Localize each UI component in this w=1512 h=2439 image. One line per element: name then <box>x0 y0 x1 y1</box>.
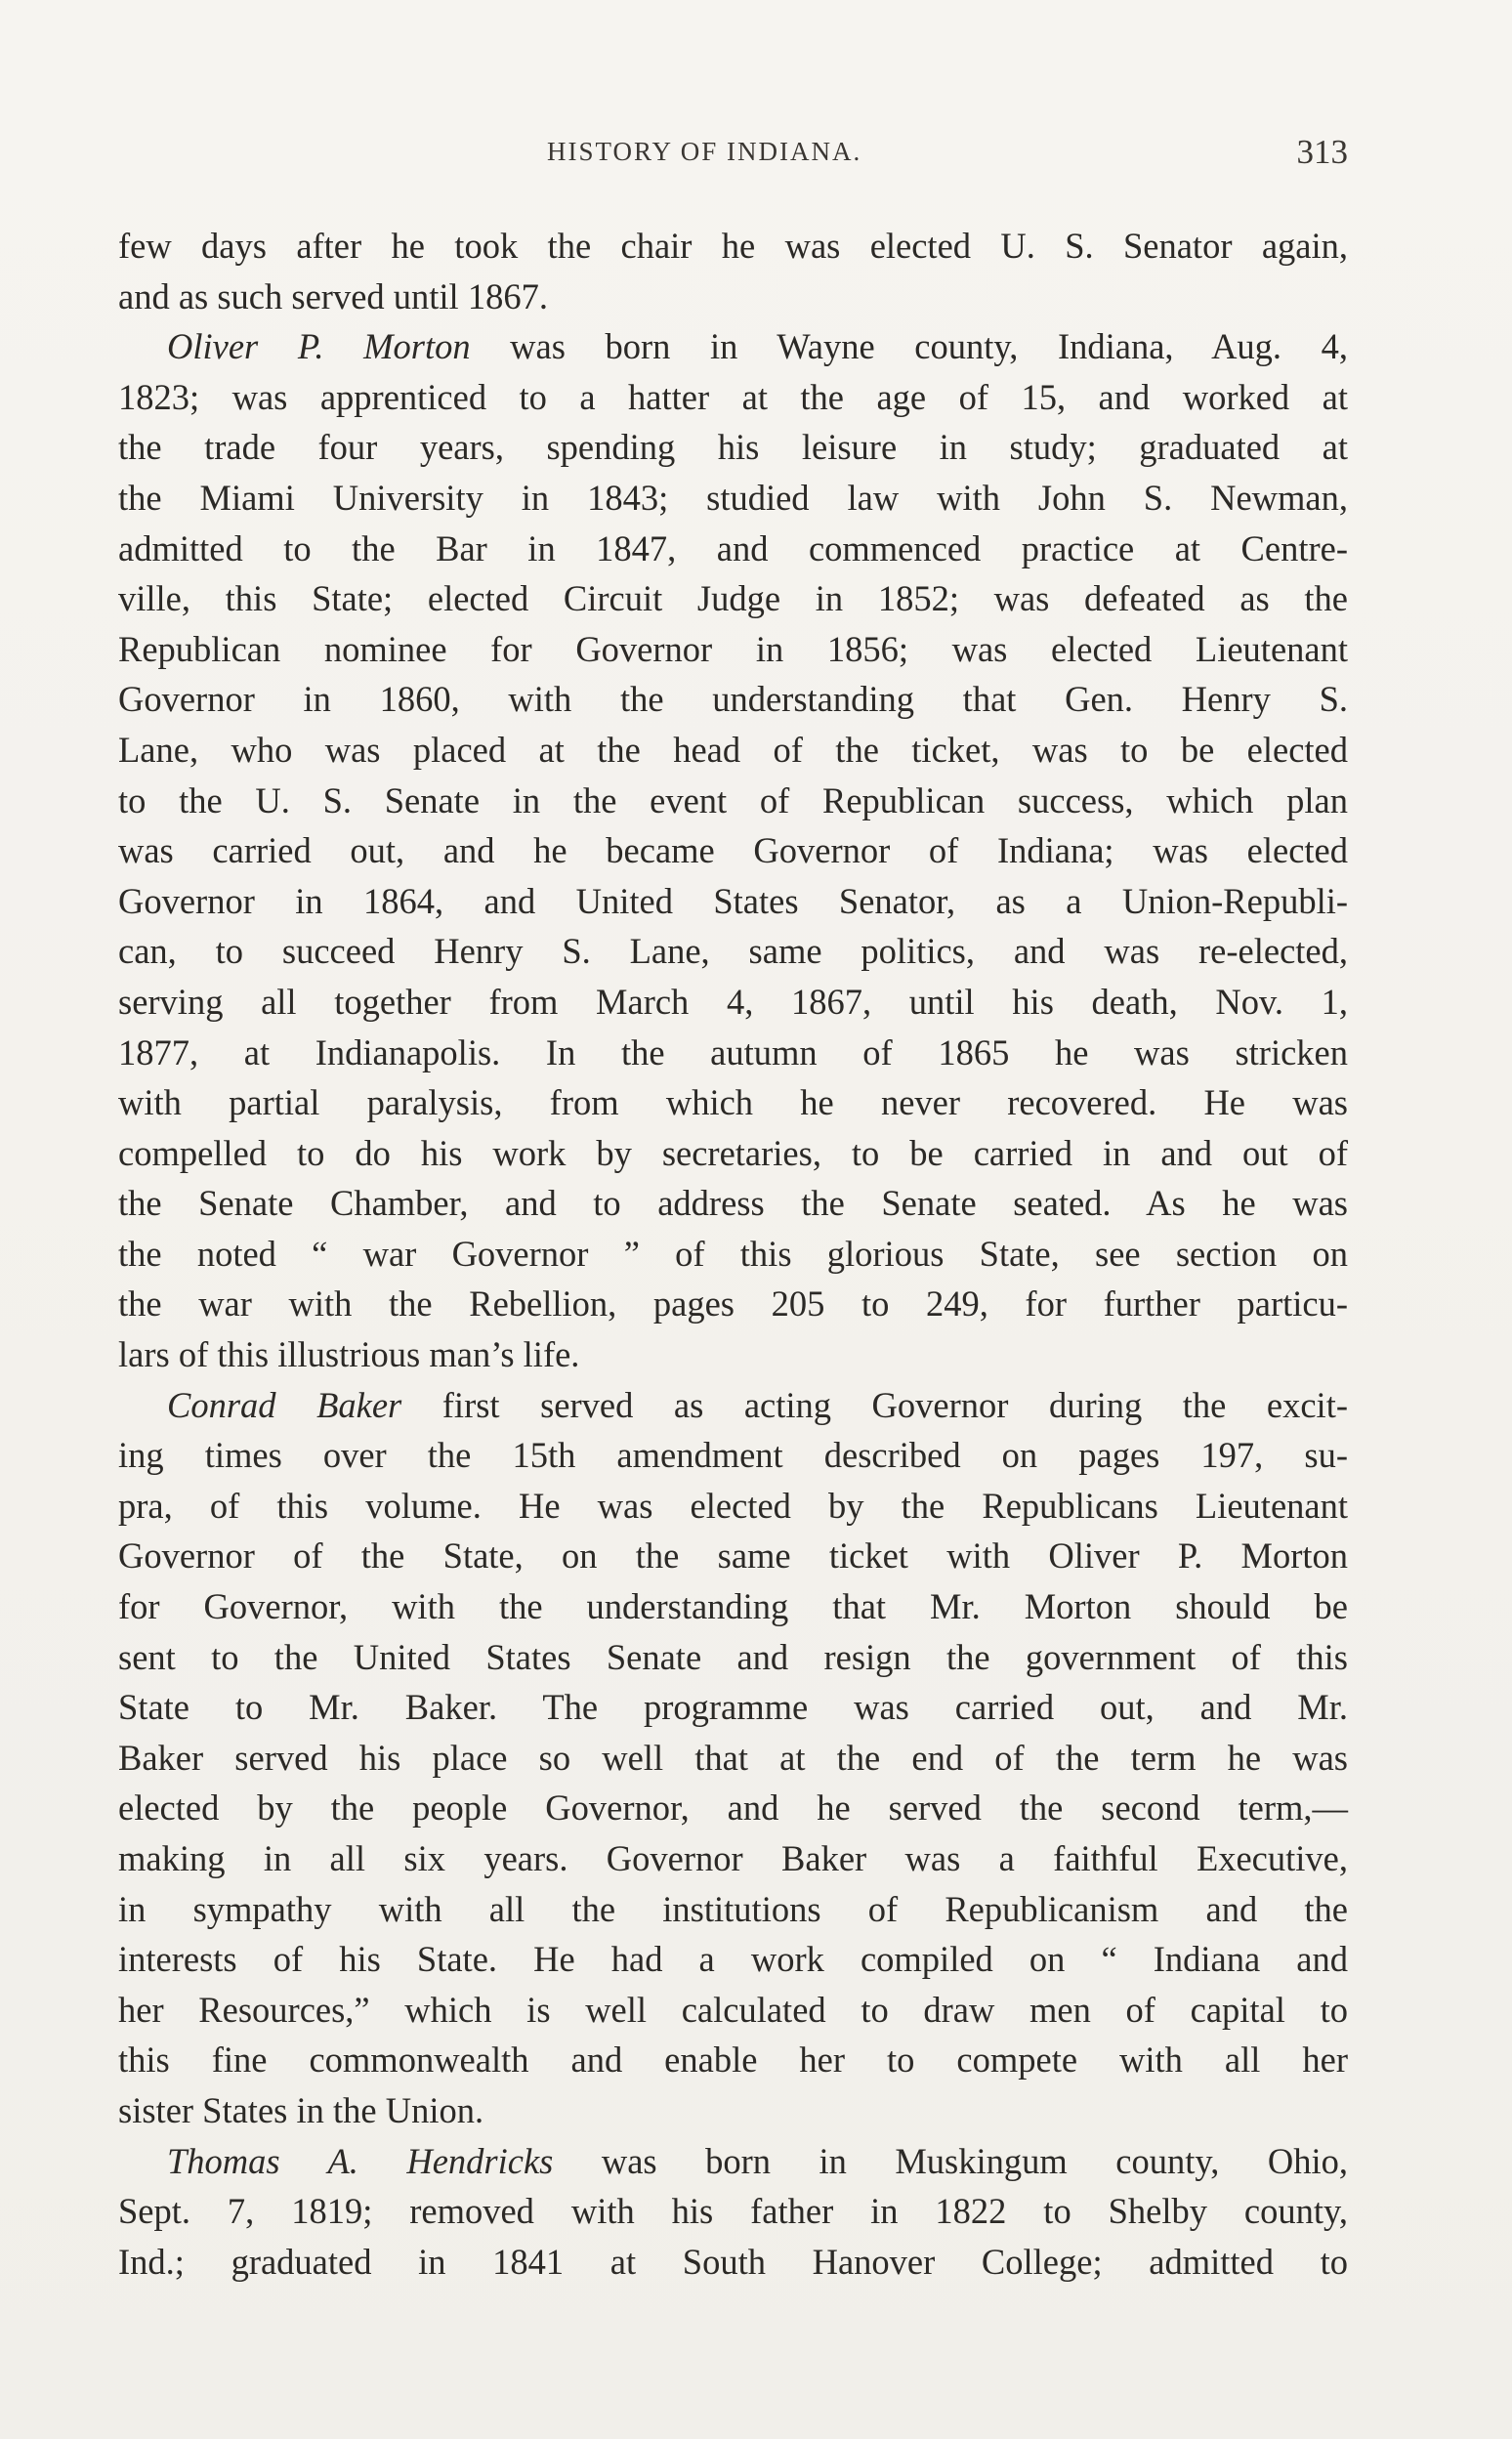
text-line <box>118 2237 1348 2288</box>
text-line <box>118 573 1348 624</box>
text-line <box>118 725 1348 776</box>
line-text: elected by the people Governor, and he served the second term,— <box>118 1787 1348 1829</box>
line-text: 1823; was apprenticed to a hatter at the age of 15, and worked at <box>118 376 1348 417</box>
line-text: Lane, who was placed at the head of the ticket, was to be elected <box>118 729 1348 770</box>
text-line <box>118 1229 1348 1280</box>
line-text: few days after he took the chair he was elected U. S. Senator again, <box>118 226 1348 266</box>
text-line <box>118 1128 1348 1179</box>
line-text: for Governor, with the understanding that Mr. Morton should be <box>118 1586 1348 1627</box>
line-text: making in all six years. Governor Baker was a faithful Executive, <box>118 1838 1348 1878</box>
line-text: lars of this illustrious man’s life. <box>118 1334 580 1375</box>
text-line <box>118 1783 1348 1833</box>
text-line <box>118 1028 1348 1078</box>
text-line <box>118 1581 1348 1632</box>
line-text: to the U. S. Senate in the event of Republican success, which plan <box>118 779 1348 820</box>
text-line <box>118 1178 1348 1229</box>
text-line <box>118 524 1348 574</box>
line-text: and as such served until 1867. <box>118 275 548 316</box>
line-text: sister States in the Union. <box>118 2089 484 2130</box>
text-line <box>118 1329 1348 1380</box>
text-line <box>118 876 1348 927</box>
line-text: pra, of this volume. He was elected by the Republicans Lieutenant <box>118 1485 1348 1526</box>
line-text: was born in Muskingum county, Ohio, <box>553 2140 1348 2181</box>
line-text: admitted to the Bar in 1847, and commenced practice at Centre- <box>118 527 1348 568</box>
line-text: was born in Wayne county, Indiana, Aug. 4, <box>470 326 1349 367</box>
line-text: with partial paralysis, from which he never recovered. He was <box>118 1082 1348 1123</box>
text-line <box>118 825 1348 876</box>
text-line <box>118 1279 1348 1329</box>
text-line <box>118 372 1348 423</box>
line-text: serving all together from March 4, 1867, until his death, Nov. 1, <box>118 981 1348 1022</box>
line-text: Governor of the State, on the same ticket with Oliver P. Morton <box>118 1535 1348 1577</box>
page-header <box>0 133 1512 180</box>
line-text: the war with the Rebellion, pages 205 to 249, for further particu- <box>118 1283 1348 1325</box>
running-title: HISTORY OF INDIANA. <box>547 137 862 166</box>
text-line <box>118 1833 1348 1884</box>
line-text: this fine commonwealth and enable her to compete with all her <box>118 2040 1348 2081</box>
line-text: the Senate Chamber, and to address the Senate seated. As he was <box>118 1183 1348 1224</box>
line-text: the noted “ war Governor ” of this glorious State, see section on <box>118 1233 1348 1274</box>
body-text <box>118 221 1348 2287</box>
line-text: the trade four years, spending his leisure in study; graduated at <box>118 427 1348 468</box>
text-line <box>118 272 1348 322</box>
text-line <box>118 1985 1348 2036</box>
line-text: Republican nominee for Governor in 1856; was elected Lieutenant <box>118 628 1348 669</box>
text-line <box>118 1934 1348 1985</box>
line-text: Governor in 1864, and United States Senator, as a Union-Republi- <box>118 880 1348 921</box>
text-line <box>118 926 1348 977</box>
line-text: 1877, at Indianapolis. In the autumn of 1865 he was stricken <box>118 1031 1348 1072</box>
text-line <box>118 776 1348 826</box>
text-line <box>118 321 1348 372</box>
text-line <box>118 2186 1348 2237</box>
line-text: can, to succeed Henry S. Lane, same politics, and was re-elected, <box>118 931 1348 972</box>
line-text: was carried out, and he became Governor of Indiana; was elected <box>118 830 1348 871</box>
text-line <box>118 1481 1348 1532</box>
line-text: sent to the United States Senate and resign the government of this <box>118 1636 1348 1677</box>
text-line <box>118 1884 1348 1935</box>
text-line <box>118 221 1348 272</box>
line-text: her Resources,” which is well calculated to draw men of capital to <box>118 1989 1348 2030</box>
text-line <box>118 1632 1348 1683</box>
text-line <box>118 674 1348 725</box>
line-text: compelled to do his work by secretaries, to be carried in and out of <box>118 1132 1348 1173</box>
line-text: State to Mr. Baker. The programme was carried out, and Mr. <box>118 1687 1348 1728</box>
text-line <box>118 1682 1348 1733</box>
text-line <box>118 422 1348 473</box>
line-text: Baker served his place so well that at the end of the term he was <box>118 1737 1348 1778</box>
text-line <box>118 2085 1348 2136</box>
text-line <box>118 2136 1348 2187</box>
line-text: ville, this State; elected Circuit Judge in 1852; was defeated as the <box>118 578 1348 619</box>
text-line <box>118 624 1348 675</box>
line-text: in sympathy with all the institutions of Republicanism and the <box>118 1888 1348 1929</box>
text-line <box>118 977 1348 1028</box>
line-text: interests of his State. He had a work compiled on “ Indiana and <box>118 1939 1348 1980</box>
line-text: the Miami University in 1843; studied law with John S. Newman, <box>118 477 1348 518</box>
text-line <box>118 1531 1348 1581</box>
line-text: Governor in 1860, with the understanding that Gen. Henry S. <box>118 679 1348 720</box>
text-line <box>118 1077 1348 1128</box>
line-text: first served as acting Governor during the excit- <box>401 1384 1348 1425</box>
person-name: Conrad Baker <box>167 1384 402 1425</box>
person-name: Thomas A. Hendricks <box>167 2140 554 2181</box>
line-text: Sept. 7, 1819; removed with his father in 1822 to Shelby county, <box>118 2191 1348 2232</box>
line-text: ing times over the 15th amendment described on pages 197, su- <box>118 1435 1348 1476</box>
text-line <box>118 1430 1348 1481</box>
text-line <box>118 1380 1348 1431</box>
text-line <box>118 473 1348 524</box>
line-text: Ind.; graduated in 1841 at South Hanover College; admitted to <box>118 2241 1348 2282</box>
text-line <box>118 1733 1348 1784</box>
page-number: 313 <box>1296 133 1348 171</box>
text-line <box>118 2035 1348 2085</box>
person-name: Oliver P. Morton <box>167 326 471 367</box>
